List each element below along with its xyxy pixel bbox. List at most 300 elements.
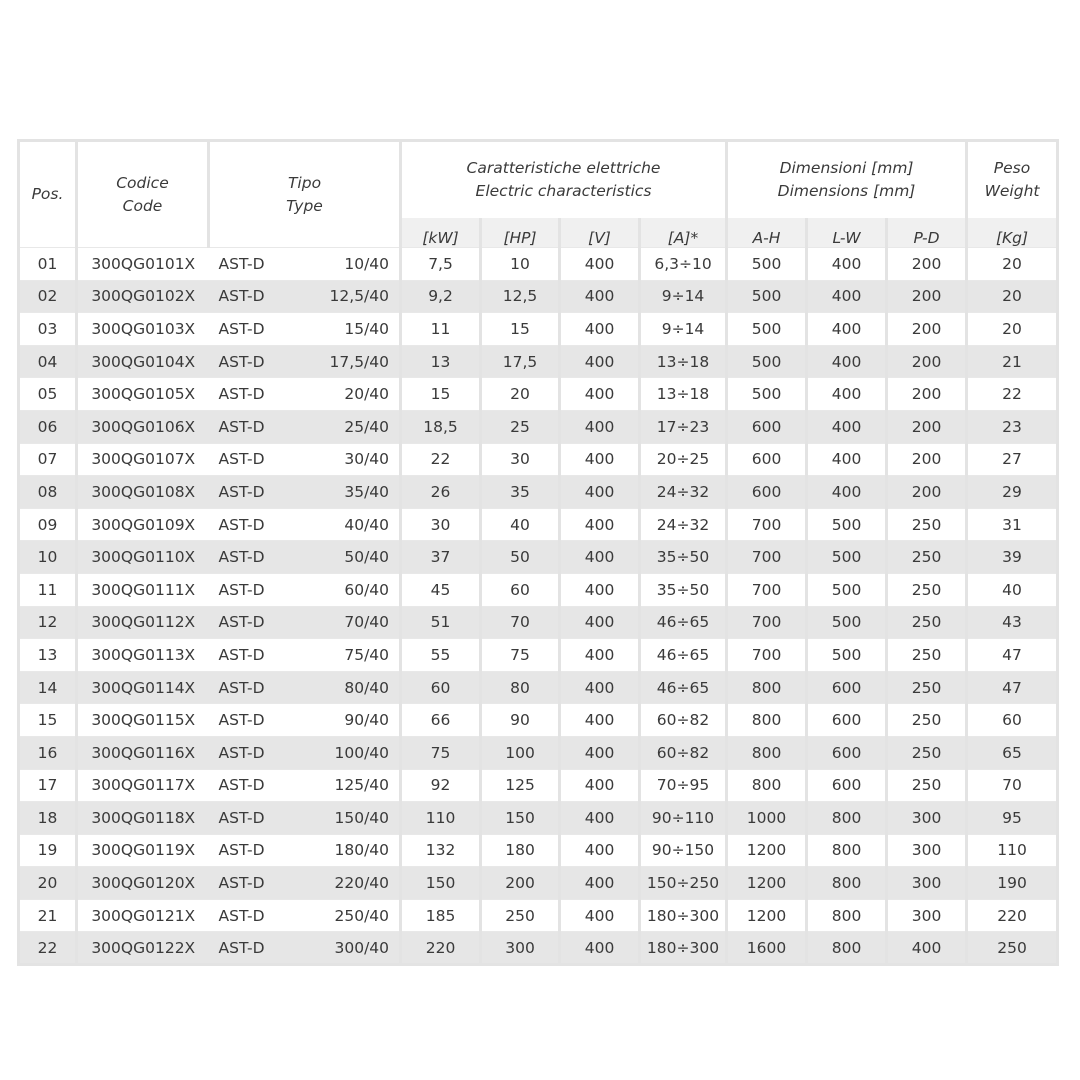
cell-pos: 18 bbox=[19, 802, 77, 835]
cell-pos: 15 bbox=[19, 704, 77, 737]
cell-type-model: AST-D bbox=[209, 834, 322, 867]
cell-power-hp: 90 bbox=[481, 704, 560, 737]
cell-code: 300QG0112X bbox=[77, 606, 209, 639]
cell-power-hp: 125 bbox=[481, 769, 560, 802]
cell-power-kw: 60 bbox=[401, 671, 481, 704]
cell-weight: 20 bbox=[967, 313, 1058, 346]
spec-table bbox=[17, 139, 1059, 966]
cell-type-rating: 10/40 bbox=[322, 248, 401, 281]
cell-current: 35÷50 bbox=[640, 573, 727, 606]
cell-dim-height: 700 bbox=[727, 508, 807, 541]
table-row bbox=[19, 704, 1058, 737]
cell-pos: 22 bbox=[19, 932, 77, 965]
cell-dim-height: 800 bbox=[727, 671, 807, 704]
cell-type-model: AST-D bbox=[209, 508, 322, 541]
cell-weight: 22 bbox=[967, 378, 1058, 411]
cell-type-rating: 90/40 bbox=[322, 704, 401, 737]
cell-current: 9÷14 bbox=[640, 280, 727, 313]
cell-voltage: 400 bbox=[560, 378, 640, 411]
cell-power-kw: 26 bbox=[401, 476, 481, 509]
cell-dim-height: 600 bbox=[727, 476, 807, 509]
cell-dim-depth: 300 bbox=[887, 867, 967, 900]
cell-dim-width: 500 bbox=[807, 639, 887, 672]
cell-current: 13÷18 bbox=[640, 345, 727, 378]
cell-current: 20÷25 bbox=[640, 443, 727, 476]
table-row bbox=[19, 932, 1058, 965]
cell-type-model: AST-D bbox=[209, 573, 322, 606]
table-row bbox=[19, 280, 1058, 313]
cell-type-model: AST-D bbox=[209, 671, 322, 704]
cell-dim-width: 500 bbox=[807, 541, 887, 574]
cell-power-hp: 80 bbox=[481, 671, 560, 704]
cell-power-kw: 45 bbox=[401, 573, 481, 606]
cell-pos: 19 bbox=[19, 834, 77, 867]
cell-code: 300QG0107X bbox=[77, 443, 209, 476]
cell-power-hp: 35 bbox=[481, 476, 560, 509]
cell-type-rating: 30/40 bbox=[322, 443, 401, 476]
cell-type-model: AST-D bbox=[209, 899, 322, 932]
cell-pos: 14 bbox=[19, 671, 77, 704]
cell-pos: 12 bbox=[19, 606, 77, 639]
cell-dim-width: 400 bbox=[807, 443, 887, 476]
cell-power-hp: 300 bbox=[481, 932, 560, 965]
cell-power-kw: 18,5 bbox=[401, 410, 481, 443]
cell-power-hp: 200 bbox=[481, 867, 560, 900]
cell-weight: 47 bbox=[967, 639, 1058, 672]
cell-weight: 190 bbox=[967, 867, 1058, 900]
header-electric-it: Caratteristiche elettriche bbox=[466, 159, 661, 177]
cell-type-model: AST-D bbox=[209, 345, 322, 378]
cell-pos: 17 bbox=[19, 769, 77, 802]
cell-code: 300QG0108X bbox=[77, 476, 209, 509]
cell-weight: 23 bbox=[967, 410, 1058, 443]
cell-pos: 04 bbox=[19, 345, 77, 378]
cell-power-hp: 150 bbox=[481, 802, 560, 835]
cell-code: 300QG0103X bbox=[77, 313, 209, 346]
cell-dim-width: 600 bbox=[807, 671, 887, 704]
cell-dim-height: 800 bbox=[727, 736, 807, 769]
unit-height: A-H bbox=[727, 218, 807, 248]
cell-dim-height: 800 bbox=[727, 769, 807, 802]
cell-dim-height: 800 bbox=[727, 704, 807, 737]
header-code bbox=[77, 141, 209, 248]
cell-dim-depth: 200 bbox=[887, 410, 967, 443]
cell-power-hp: 17,5 bbox=[481, 345, 560, 378]
cell-code: 300QG0101X bbox=[77, 248, 209, 281]
cell-type-rating: 180/40 bbox=[322, 834, 401, 867]
cell-current: 9÷14 bbox=[640, 313, 727, 346]
cell-dim-depth: 200 bbox=[887, 313, 967, 346]
cell-type-model: AST-D bbox=[209, 704, 322, 737]
table-row bbox=[19, 345, 1058, 378]
cell-weight: 70 bbox=[967, 769, 1058, 802]
cell-dim-height: 700 bbox=[727, 639, 807, 672]
cell-type-rating: 35/40 bbox=[322, 476, 401, 509]
cell-power-hp: 12,5 bbox=[481, 280, 560, 313]
cell-type-rating: 100/40 bbox=[322, 736, 401, 769]
cell-pos: 07 bbox=[19, 443, 77, 476]
cell-type-rating: 70/40 bbox=[322, 606, 401, 639]
cell-dim-depth: 300 bbox=[887, 834, 967, 867]
cell-power-hp: 25 bbox=[481, 410, 560, 443]
cell-type-rating: 220/40 bbox=[322, 867, 401, 900]
cell-power-kw: 13 bbox=[401, 345, 481, 378]
cell-power-kw: 92 bbox=[401, 769, 481, 802]
header-electric bbox=[401, 141, 727, 219]
cell-power-kw: 51 bbox=[401, 606, 481, 639]
cell-type-rating: 25/40 bbox=[322, 410, 401, 443]
cell-dim-height: 700 bbox=[727, 541, 807, 574]
cell-dim-width: 500 bbox=[807, 606, 887, 639]
cell-code: 300QG0104X bbox=[77, 345, 209, 378]
cell-voltage: 400 bbox=[560, 671, 640, 704]
cell-voltage: 400 bbox=[560, 932, 640, 965]
cell-pos: 02 bbox=[19, 280, 77, 313]
cell-type-model: AST-D bbox=[209, 410, 322, 443]
cell-code: 300QG0111X bbox=[77, 573, 209, 606]
cell-code: 300QG0122X bbox=[77, 932, 209, 965]
cell-type-model: AST-D bbox=[209, 606, 322, 639]
unit-kg: [Kg] bbox=[967, 218, 1058, 248]
cell-type-model: AST-D bbox=[209, 313, 322, 346]
cell-type-model: AST-D bbox=[209, 867, 322, 900]
cell-pos: 11 bbox=[19, 573, 77, 606]
cell-pos: 13 bbox=[19, 639, 77, 672]
cell-weight: 31 bbox=[967, 508, 1058, 541]
header-dimensions bbox=[727, 141, 967, 219]
cell-dim-width: 800 bbox=[807, 802, 887, 835]
unit-width: L-W bbox=[807, 218, 887, 248]
table-row bbox=[19, 541, 1058, 574]
cell-type-rating: 80/40 bbox=[322, 671, 401, 704]
cell-dim-depth: 250 bbox=[887, 508, 967, 541]
cell-type-model: AST-D bbox=[209, 932, 322, 965]
cell-voltage: 400 bbox=[560, 280, 640, 313]
cell-power-kw: 22 bbox=[401, 443, 481, 476]
cell-code: 300QG0114X bbox=[77, 671, 209, 704]
cell-type-rating: 15/40 bbox=[322, 313, 401, 346]
cell-pos: 10 bbox=[19, 541, 77, 574]
cell-code: 300QG0116X bbox=[77, 736, 209, 769]
cell-code: 300QG0105X bbox=[77, 378, 209, 411]
cell-pos: 05 bbox=[19, 378, 77, 411]
cell-pos: 06 bbox=[19, 410, 77, 443]
cell-power-kw: 110 bbox=[401, 802, 481, 835]
cell-type-rating: 75/40 bbox=[322, 639, 401, 672]
table-row bbox=[19, 639, 1058, 672]
cell-power-kw: 185 bbox=[401, 899, 481, 932]
table-row bbox=[19, 899, 1058, 932]
cell-weight: 250 bbox=[967, 932, 1058, 965]
cell-dim-width: 800 bbox=[807, 834, 887, 867]
cell-dim-depth: 250 bbox=[887, 541, 967, 574]
cell-current: 24÷32 bbox=[640, 476, 727, 509]
cell-dim-width: 600 bbox=[807, 736, 887, 769]
table-row bbox=[19, 313, 1058, 346]
cell-dim-height: 1200 bbox=[727, 834, 807, 867]
cell-code: 300QG0117X bbox=[77, 769, 209, 802]
cell-code: 300QG0115X bbox=[77, 704, 209, 737]
cell-dim-depth: 400 bbox=[887, 932, 967, 965]
cell-power-kw: 55 bbox=[401, 639, 481, 672]
header-weight-it: Peso bbox=[993, 159, 1031, 177]
cell-current: 6,3÷10 bbox=[640, 248, 727, 281]
cell-power-kw: 132 bbox=[401, 834, 481, 867]
cell-dim-depth: 250 bbox=[887, 639, 967, 672]
cell-voltage: 400 bbox=[560, 443, 640, 476]
cell-dim-depth: 200 bbox=[887, 476, 967, 509]
cell-dim-width: 400 bbox=[807, 313, 887, 346]
cell-type-rating: 12,5/40 bbox=[322, 280, 401, 313]
cell-code: 300QG0113X bbox=[77, 639, 209, 672]
table-row bbox=[19, 867, 1058, 900]
header-code-en: Code bbox=[122, 196, 163, 215]
cell-dim-depth: 200 bbox=[887, 378, 967, 411]
cell-pos: 21 bbox=[19, 899, 77, 932]
header-type-it: Tipo bbox=[287, 173, 322, 192]
cell-type-model: AST-D bbox=[209, 639, 322, 672]
cell-voltage: 400 bbox=[560, 704, 640, 737]
cell-current: 90÷150 bbox=[640, 834, 727, 867]
cell-type-rating: 20/40 bbox=[322, 378, 401, 411]
table-row bbox=[19, 410, 1058, 443]
cell-dim-height: 1000 bbox=[727, 802, 807, 835]
cell-current: 46÷65 bbox=[640, 671, 727, 704]
cell-power-kw: 9,2 bbox=[401, 280, 481, 313]
cell-code: 300QG0118X bbox=[77, 802, 209, 835]
cell-type-model: AST-D bbox=[209, 280, 322, 313]
cell-code: 300QG0120X bbox=[77, 867, 209, 900]
cell-power-kw: 15 bbox=[401, 378, 481, 411]
cell-voltage: 400 bbox=[560, 834, 640, 867]
cell-dim-depth: 250 bbox=[887, 671, 967, 704]
cell-dim-height: 500 bbox=[727, 313, 807, 346]
cell-dim-width: 400 bbox=[807, 378, 887, 411]
cell-weight: 220 bbox=[967, 899, 1058, 932]
cell-dim-height: 1200 bbox=[727, 899, 807, 932]
table-row bbox=[19, 378, 1058, 411]
cell-dim-depth: 200 bbox=[887, 443, 967, 476]
cell-dim-depth: 250 bbox=[887, 704, 967, 737]
cell-dim-height: 600 bbox=[727, 443, 807, 476]
cell-power-hp: 250 bbox=[481, 899, 560, 932]
cell-type-model: AST-D bbox=[209, 736, 322, 769]
cell-type-model: AST-D bbox=[209, 769, 322, 802]
header-dimensions-en: Dimensions [mm] bbox=[777, 182, 916, 200]
cell-weight: 110 bbox=[967, 834, 1058, 867]
cell-weight: 65 bbox=[967, 736, 1058, 769]
cell-pos: 09 bbox=[19, 508, 77, 541]
cell-power-hp: 180 bbox=[481, 834, 560, 867]
header-type-en: Type bbox=[286, 196, 323, 215]
cell-current: 180÷300 bbox=[640, 932, 727, 965]
cell-power-hp: 50 bbox=[481, 541, 560, 574]
cell-power-kw: 37 bbox=[401, 541, 481, 574]
table-row bbox=[19, 476, 1058, 509]
cell-dim-depth: 250 bbox=[887, 736, 967, 769]
cell-weight: 43 bbox=[967, 606, 1058, 639]
cell-dim-height: 500 bbox=[727, 345, 807, 378]
cell-current: 35÷50 bbox=[640, 541, 727, 574]
cell-power-hp: 70 bbox=[481, 606, 560, 639]
cell-voltage: 400 bbox=[560, 769, 640, 802]
cell-type-model: AST-D bbox=[209, 443, 322, 476]
cell-code: 300QG0121X bbox=[77, 899, 209, 932]
unit-depth: P-D bbox=[887, 218, 967, 248]
cell-power-hp: 100 bbox=[481, 736, 560, 769]
cell-dim-width: 400 bbox=[807, 410, 887, 443]
cell-power-hp: 10 bbox=[481, 248, 560, 281]
cell-type-rating: 250/40 bbox=[322, 899, 401, 932]
cell-current: 24÷32 bbox=[640, 508, 727, 541]
cell-type-rating: 60/40 bbox=[322, 573, 401, 606]
cell-voltage: 400 bbox=[560, 313, 640, 346]
unit-hp: [HP] bbox=[481, 218, 560, 248]
cell-voltage: 400 bbox=[560, 541, 640, 574]
cell-dim-height: 1200 bbox=[727, 867, 807, 900]
cell-dim-width: 400 bbox=[807, 345, 887, 378]
cell-weight: 20 bbox=[967, 280, 1058, 313]
cell-weight: 21 bbox=[967, 345, 1058, 378]
cell-dim-depth: 200 bbox=[887, 345, 967, 378]
cell-dim-depth: 300 bbox=[887, 899, 967, 932]
table-row bbox=[19, 736, 1058, 769]
cell-dim-height: 500 bbox=[727, 280, 807, 313]
cell-power-hp: 60 bbox=[481, 573, 560, 606]
cell-dim-width: 400 bbox=[807, 476, 887, 509]
cell-code: 300QG0119X bbox=[77, 834, 209, 867]
cell-dim-width: 800 bbox=[807, 932, 887, 965]
cell-dim-width: 800 bbox=[807, 899, 887, 932]
cell-current: 70÷95 bbox=[640, 769, 727, 802]
cell-weight: 29 bbox=[967, 476, 1058, 509]
cell-current: 46÷65 bbox=[640, 606, 727, 639]
cell-current: 150÷250 bbox=[640, 867, 727, 900]
cell-power-hp: 15 bbox=[481, 313, 560, 346]
header-type bbox=[209, 141, 401, 248]
cell-type-rating: 125/40 bbox=[322, 769, 401, 802]
cell-pos: 16 bbox=[19, 736, 77, 769]
cell-type-rating: 50/40 bbox=[322, 541, 401, 574]
cell-current: 60÷82 bbox=[640, 704, 727, 737]
table-body bbox=[19, 248, 1058, 965]
cell-current: 13÷18 bbox=[640, 378, 727, 411]
cell-power-kw: 75 bbox=[401, 736, 481, 769]
cell-power-hp: 75 bbox=[481, 639, 560, 672]
cell-weight: 95 bbox=[967, 802, 1058, 835]
header-code-it: Codice bbox=[116, 173, 169, 192]
cell-dim-width: 400 bbox=[807, 248, 887, 281]
cell-power-hp: 40 bbox=[481, 508, 560, 541]
cell-dim-height: 600 bbox=[727, 410, 807, 443]
cell-voltage: 400 bbox=[560, 508, 640, 541]
cell-weight: 27 bbox=[967, 443, 1058, 476]
cell-type-model: AST-D bbox=[209, 802, 322, 835]
table-row bbox=[19, 248, 1058, 281]
cell-dim-width: 600 bbox=[807, 769, 887, 802]
cell-voltage: 400 bbox=[560, 736, 640, 769]
cell-current: 17÷23 bbox=[640, 410, 727, 443]
cell-pos: 01 bbox=[19, 248, 77, 281]
cell-dim-height: 1600 bbox=[727, 932, 807, 965]
table-row bbox=[19, 834, 1058, 867]
cell-voltage: 400 bbox=[560, 410, 640, 443]
cell-dim-height: 700 bbox=[727, 606, 807, 639]
cell-voltage: 400 bbox=[560, 867, 640, 900]
cell-dim-width: 800 bbox=[807, 867, 887, 900]
cell-dim-width: 500 bbox=[807, 508, 887, 541]
table-row bbox=[19, 606, 1058, 639]
cell-weight: 60 bbox=[967, 704, 1058, 737]
cell-power-hp: 30 bbox=[481, 443, 560, 476]
table-row bbox=[19, 769, 1058, 802]
cell-dim-width: 400 bbox=[807, 280, 887, 313]
cell-dim-depth: 250 bbox=[887, 769, 967, 802]
header-weight bbox=[967, 141, 1058, 219]
cell-voltage: 400 bbox=[560, 248, 640, 281]
cell-current: 60÷82 bbox=[640, 736, 727, 769]
cell-type-rating: 40/40 bbox=[322, 508, 401, 541]
cell-dim-width: 500 bbox=[807, 573, 887, 606]
cell-power-kw: 11 bbox=[401, 313, 481, 346]
cell-power-kw: 30 bbox=[401, 508, 481, 541]
unit-a: [A]* bbox=[640, 218, 727, 248]
cell-dim-depth: 250 bbox=[887, 573, 967, 606]
cell-power-kw: 7,5 bbox=[401, 248, 481, 281]
cell-code: 300QG0102X bbox=[77, 280, 209, 313]
cell-pos: 20 bbox=[19, 867, 77, 900]
cell-dim-height: 500 bbox=[727, 248, 807, 281]
cell-type-model: AST-D bbox=[209, 248, 322, 281]
table-row bbox=[19, 671, 1058, 704]
header-pos: Pos. bbox=[19, 141, 77, 248]
cell-weight: 40 bbox=[967, 573, 1058, 606]
cell-code: 300QG0109X bbox=[77, 508, 209, 541]
cell-voltage: 400 bbox=[560, 639, 640, 672]
cell-dim-depth: 200 bbox=[887, 248, 967, 281]
cell-pos: 03 bbox=[19, 313, 77, 346]
cell-dim-height: 700 bbox=[727, 573, 807, 606]
cell-voltage: 400 bbox=[560, 476, 640, 509]
cell-type-model: AST-D bbox=[209, 541, 322, 574]
cell-weight: 47 bbox=[967, 671, 1058, 704]
cell-type-rating: 17,5/40 bbox=[322, 345, 401, 378]
cell-pos: 08 bbox=[19, 476, 77, 509]
table-row bbox=[19, 443, 1058, 476]
cell-type-rating: 300/40 bbox=[322, 932, 401, 965]
header-weight-en: Weight bbox=[984, 182, 1040, 200]
unit-kw: [kW] bbox=[401, 218, 481, 248]
cell-weight: 39 bbox=[967, 541, 1058, 574]
cell-voltage: 400 bbox=[560, 573, 640, 606]
cell-code: 300QG0106X bbox=[77, 410, 209, 443]
cell-dim-depth: 200 bbox=[887, 280, 967, 313]
cell-current: 46÷65 bbox=[640, 639, 727, 672]
table-row bbox=[19, 802, 1058, 835]
cell-dim-depth: 250 bbox=[887, 606, 967, 639]
cell-power-kw: 220 bbox=[401, 932, 481, 965]
cell-weight: 20 bbox=[967, 248, 1058, 281]
cell-code: 300QG0110X bbox=[77, 541, 209, 574]
unit-v: [V] bbox=[560, 218, 640, 248]
cell-voltage: 400 bbox=[560, 899, 640, 932]
cell-current: 180÷300 bbox=[640, 899, 727, 932]
cell-current: 90÷110 bbox=[640, 802, 727, 835]
cell-type-model: AST-D bbox=[209, 378, 322, 411]
table-row bbox=[19, 573, 1058, 606]
header-dimensions-it: Dimensioni [mm] bbox=[779, 159, 914, 177]
cell-voltage: 400 bbox=[560, 345, 640, 378]
